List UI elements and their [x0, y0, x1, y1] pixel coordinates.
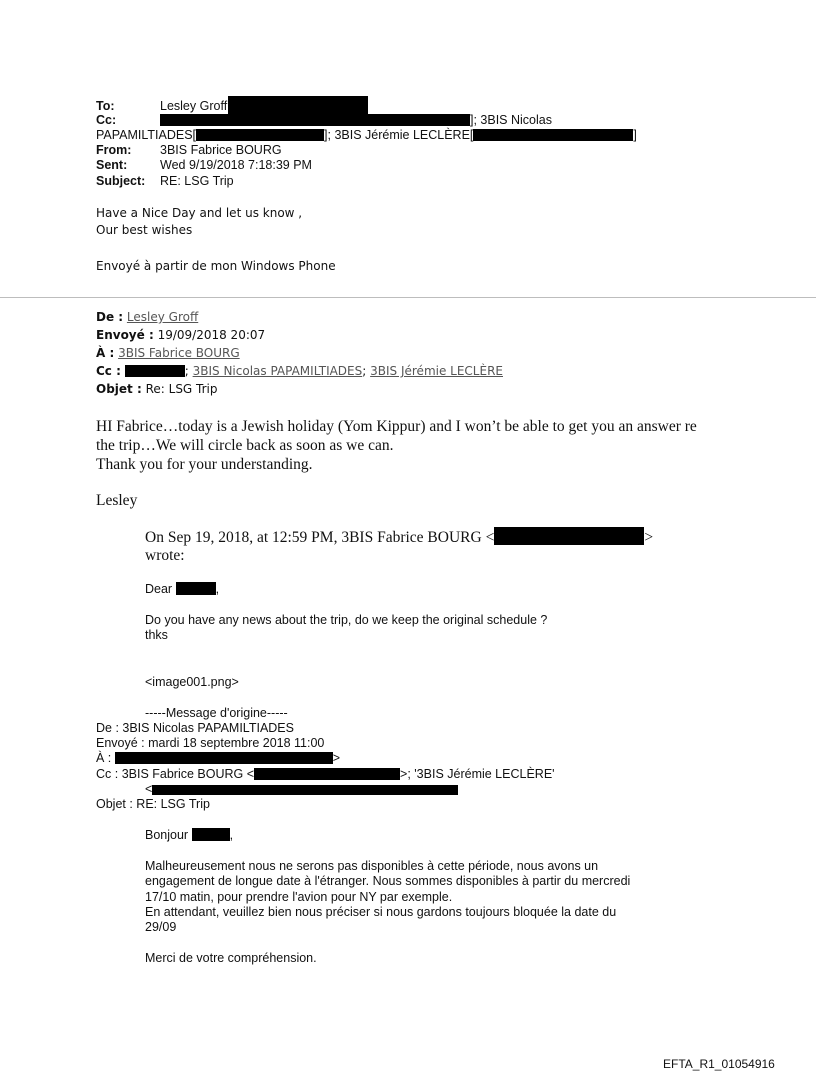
lesley-line-2: the trip…We will circle back as soon as we can.: [96, 437, 394, 454]
redaction-bar: [176, 582, 216, 595]
cc-label: Cc:: [96, 113, 117, 127]
reply-line-2: Our best wishes: [96, 223, 193, 237]
fabrice-greeting: [145, 581, 219, 597]
subject-label: Subject:: [96, 174, 146, 188]
reply-signature: Envoyé à partir de mon Windows Phone: [96, 259, 336, 273]
quoted-de-link[interactable]: Lesley Groff: [126, 310, 199, 324]
nicolas-a-tail: >: [332, 751, 341, 765]
from-label: From:: [96, 143, 132, 157]
fabrice-greeting-b: ,: [215, 582, 220, 596]
quoted-cc-sep-1: ;: [184, 364, 189, 378]
separator-line: [0, 297, 816, 298]
quoted-envoye-row: [96, 327, 265, 343]
quoted-a-link[interactable]: 3BIS Fabrice BOURG: [118, 346, 240, 360]
sent-value: Wed 9/19/2018 7:18:39 PM: [160, 158, 312, 172]
nicolas-a-label: À :: [96, 751, 112, 765]
sent-row: [96, 157, 312, 173]
nicolas-body-line-3: 17/10 matin, pour prendre l'avion pour NY par exemple.: [145, 890, 453, 904]
sent-label: Sent:: [96, 158, 128, 172]
fabrice-intro: [145, 527, 653, 547]
redaction-bar: [192, 828, 230, 841]
nicolas-envoye: Envoyé : mardi 18 septembre 2018 11:00: [96, 736, 325, 750]
quoted-objet-row: [96, 381, 218, 397]
quoted-objet-label: Objet :: [96, 382, 142, 396]
cc-tail: ]; 3BIS Nicolas: [470, 113, 552, 127]
to-value: Lesley Groff: [160, 99, 228, 113]
fabrice-intro-b: >: [644, 529, 654, 546]
fabrice-greeting-a: Dear: [145, 582, 173, 596]
nicolas-a-row: [96, 750, 340, 766]
redaction-bar: [152, 785, 458, 795]
quoted-cc-sep-2: ;: [362, 364, 367, 378]
lesley-signoff: Lesley: [96, 492, 138, 509]
redaction-bar: [254, 768, 400, 780]
nicolas-greeting: [145, 827, 233, 843]
quoted-cc-label: Cc :: [96, 364, 121, 378]
quoted-cc-link-nicolas[interactable]: 3BIS Nicolas PAPAMILTIADES: [192, 364, 363, 378]
redaction-bar: [160, 114, 470, 126]
fabrice-intro-a: On Sep 19, 2018, at 12:59 PM, 3BIS Fabrice BOURG <: [145, 529, 495, 546]
quoted-a-row: [96, 345, 240, 361]
subject-row: [96, 173, 234, 189]
bates-number: EFTA_R1_01054916: [663, 1057, 775, 1071]
nicolas-body-line-2: engagement de longue date à l'étranger. Nous sommes disponibles à partir du mercredi: [145, 874, 631, 888]
to-label: To:: [96, 99, 115, 113]
redaction-bar: [473, 129, 633, 141]
quoted-envoye-value: 19/09/2018 20:07: [157, 328, 266, 342]
subject-value: RE: LSG Trip: [160, 174, 234, 188]
nicolas-greeting-a: Bonjour: [145, 828, 189, 842]
quoted-objet-value: Re: LSG Trip: [145, 382, 218, 396]
quoted-cc-row: [96, 363, 503, 379]
reply-line-1: Have a Nice Day and let us know ,: [96, 206, 303, 220]
fabrice-wrote: wrote:: [145, 547, 185, 564]
redaction-bar: [494, 527, 644, 545]
from-value: 3BIS Fabrice BOURG: [160, 143, 282, 157]
fabrice-body-2: thks: [145, 628, 168, 642]
lesley-line-1: HI Fabrice…today is a Jewish holiday (Yom Kippur) and I won’t be able to get you an answer re: [96, 418, 697, 435]
attachment-placeholder: <image001.png>: [145, 675, 239, 689]
cc-continued-b: ]; 3BIS Jérémie LECLÈRE[: [324, 128, 474, 142]
lesley-line-3: Thank you for your understanding.: [96, 456, 313, 473]
quoted-envoye-label: Envoyé :: [96, 328, 154, 342]
nicolas-cc-b: >; '3BIS Jérémie LECLÈRE': [400, 767, 555, 781]
nicolas-body-line-4: En attendant, veuillez bien nous préciser si nous gardons toujours bloquée la date du: [145, 905, 617, 919]
quoted-de-label: De :: [96, 310, 124, 324]
nicolas-body-line-5: 29/09: [145, 920, 177, 934]
nicolas-objet: Objet : RE: LSG Trip: [96, 797, 210, 811]
nicolas-body-line-1: Malheureusement nous ne serons pas disponibles à cette période, nous avons un: [145, 859, 599, 873]
fabrice-body-1: Do you have any news about the trip, do we keep the original schedule ?: [145, 613, 548, 627]
redaction-bar: [196, 129, 324, 141]
quoted-a-label: À :: [96, 346, 115, 360]
cc-row: [96, 112, 552, 128]
redaction-bar: [115, 752, 333, 764]
cc-continued-c: ]: [633, 128, 637, 142]
cc-row-continued: [96, 127, 637, 143]
quoted-de-row: [96, 309, 198, 325]
redaction-bar: [125, 365, 185, 377]
nicolas-closing: Merci de votre compréhension.: [145, 951, 317, 965]
nicolas-de: De : 3BIS Nicolas PAPAMILTIADES: [96, 721, 294, 735]
nicolas-cc-row: [96, 766, 555, 782]
cc-continued-a: PAPAMILTIADES[: [96, 128, 197, 142]
original-message-marker: -----Message d'origine-----: [145, 706, 288, 720]
nicolas-cc-a: Cc : 3BIS Fabrice BOURG <: [96, 767, 255, 781]
from-row: [96, 142, 282, 158]
quoted-cc-link-jeremie[interactable]: 3BIS Jérémie LECLÈRE: [370, 364, 503, 378]
nicolas-cc-row-2: [145, 781, 458, 797]
nicolas-greeting-b: ,: [229, 828, 234, 842]
nicolas-cc-line2-a: <: [145, 782, 153, 796]
